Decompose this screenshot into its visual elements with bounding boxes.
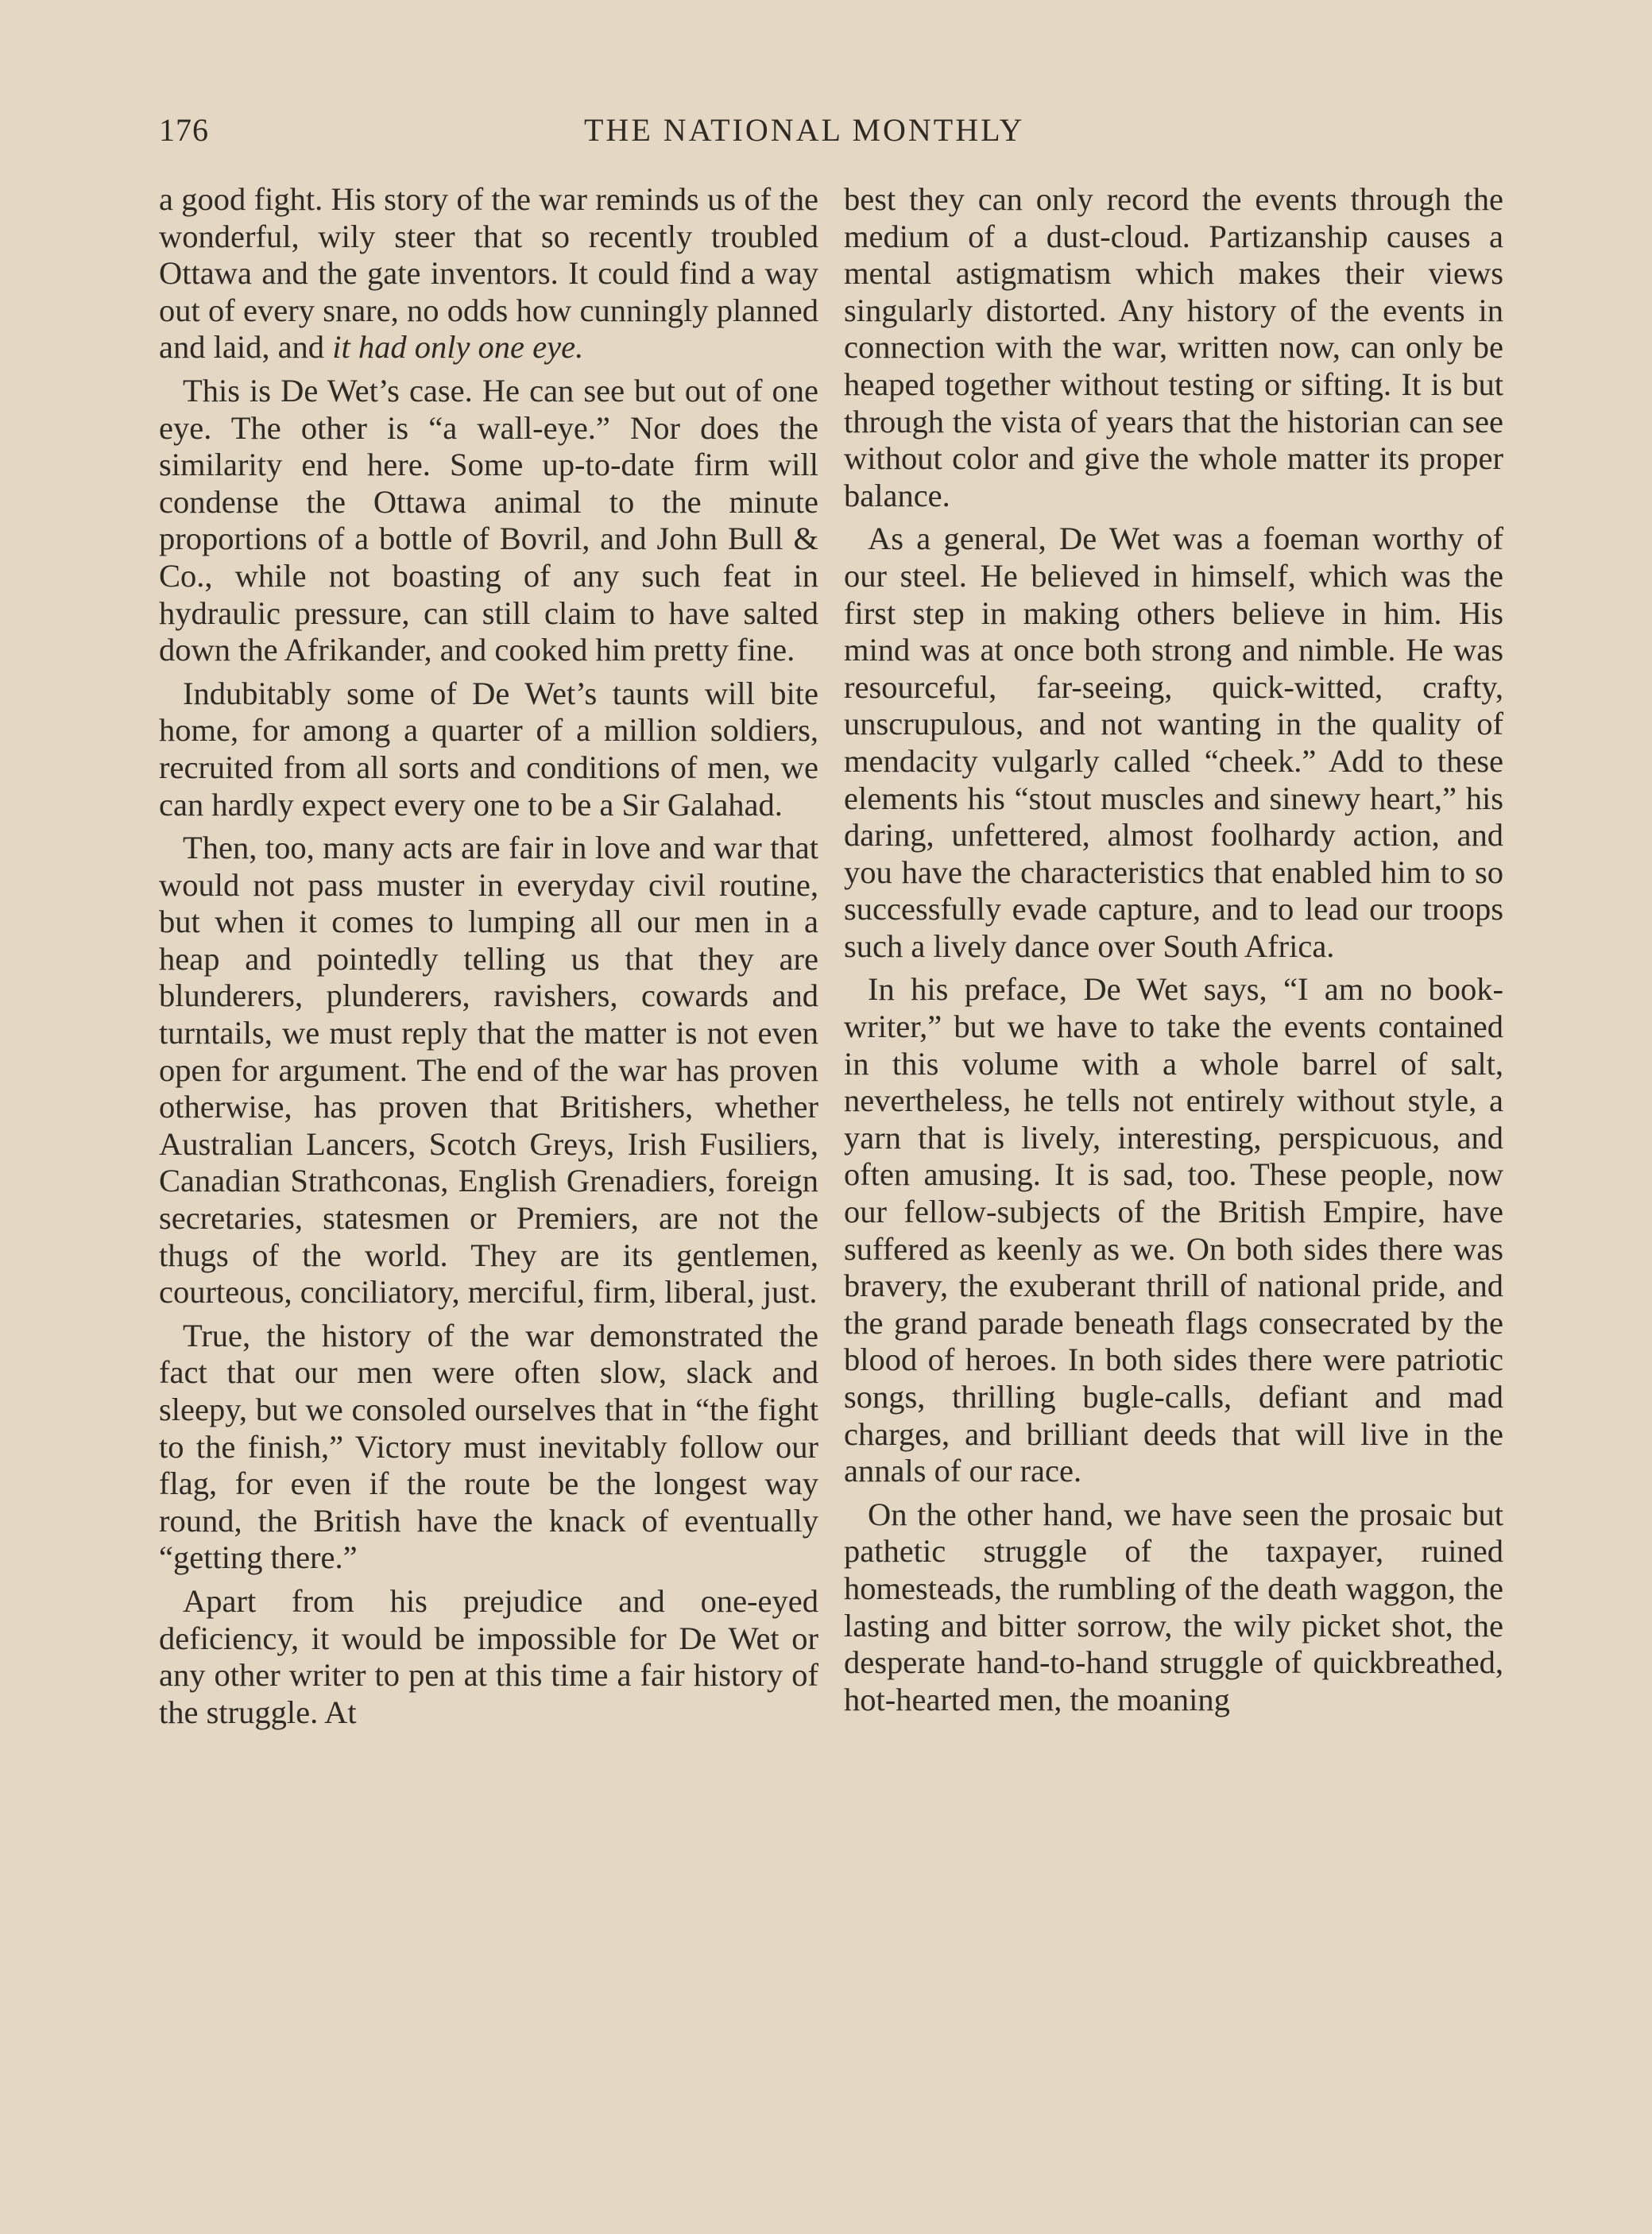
paragraph: Then, too, many acts are fair in love and war that would not pass muster in everyday civil routine, but when it comes to lumping all our men in a heap and pointedly telling us that they are blunderers, plunderers, ravishers, cowards and turntails, we must reply that the matter is not even open for argument. The end of the war has proven otherwise, has proven that Britishers, whether Australian Lancers, Scotch Greys, Irish Fusiliers, Canadian Strathconas, English Grenadiers, foreign secretaries, statesmen or Premiers, are not the thugs of the world. They are its gentlemen, courteous, conciliatory, merciful, firm, liberal, just. (159, 830, 818, 1311)
right-column (844, 181, 1503, 1725)
paragraph: In his preface, De Wet says, “I am no book-writer,” but we have to take the events contained in this volume with a whole barrel of salt, nevertheless, he tells not entirely without style, a yarn that is lively, interesting, perspicuous, and often amusing. It is sad, too. These people, now our fellow-subjects of the British Empire, have suffered as keenly as we. On both sides there was bravery, the exuberant thrill of national pride, and the grand parade beneath flags consecrated by the blood of heroes. In both sides there were patriotic songs, thrilling bugle-calls, defiant and mad charges, and brilliant deeds that will live in the annals of our race. (844, 971, 1503, 1489)
paragraph: Apart from his prejudice and one-eyed deficiency, it would be impossible for De Wet or any other writer to pen at this time a fair history of the struggle. At (159, 1582, 818, 1730)
page-header (159, 111, 1510, 159)
paragraph: True, the history of the war demonstrated the fact that our men were often slow, slack and sleepy, but we consoled ourselves that in “the fight to the finish,” Victory must inevitably follow our flag, for even if the route be the longest way round, the British have the knack of eventually “getting there.” (159, 1317, 818, 1576)
page-number: 176 (159, 112, 209, 148)
paragraph: a good fight. His story of the war reminds us of the wonderful, wily steer that so recently troubled Ottawa and the gate inventors. It could find a way out of every snare, no odds how cunningly planned and laid, and it had only one eye. (159, 181, 818, 366)
italic-phrase: it had only one eye. (332, 329, 584, 366)
running-title: THE NATIONAL MONTHLY (584, 112, 1025, 148)
left-column (159, 181, 818, 1737)
paragraph: As a general, De Wet was a foeman worthy of our steel. He believed in himself, which was the first step in making others believe in him. His mind was at once both strong and nimble. He was resourceful, far-seeing, quick-witted, crafty, unscrupulous, and not wanting in the quality of mendacity vulgarly called “cheek.” Add to these elements his “stout muscles and sinewy heart,” his daring, unfettered, almost foolhardy action, and you have the characteristics that enabled him to so successfully evade capture, and to lead our troops such a lively dance over South Africa. (844, 521, 1503, 964)
paragraph: best they can only record the events through the medium of a dust-cloud. Partizanship causes a mental astigmatism which makes their views singularly distorted. Any history of the events in connection with the war, written now, can only be heaped together without testing or sifting. It is but through the vista of years that the historian can see without color and give the whole matter its proper balance. (844, 181, 1503, 513)
paragraph: Indubitably some of De Wet’s taunts will bite home, for among a quarter of a million soldiers, recruited from all sorts and conditions of men, we can hardly expect every one to be a Sir Galahad. (159, 675, 818, 823)
paragraph: This is De Wet’s case. He can see but out of one eye. The other is “a wall-eye.” Nor does the similarity end here. Some up-to-date firm will condense the Ottawa animal to the minute proportions of a bottle of Bovril, and John Bull & Co., while not boasting of any such feat in hydraulic pressure, can still claim to have salted down the Afrikander, and cooked him pretty fine. (159, 372, 818, 668)
paragraph: On the other hand, we have seen the prosaic but pathetic struggle of the taxpayer, ruined homesteads, the rumbling of the death waggon, the lasting and bitter sorrow, the wily picket shot, the desperate hand-to-hand struggle of quickbreathed, hot-hearted men, the moaning (844, 1496, 1503, 1717)
